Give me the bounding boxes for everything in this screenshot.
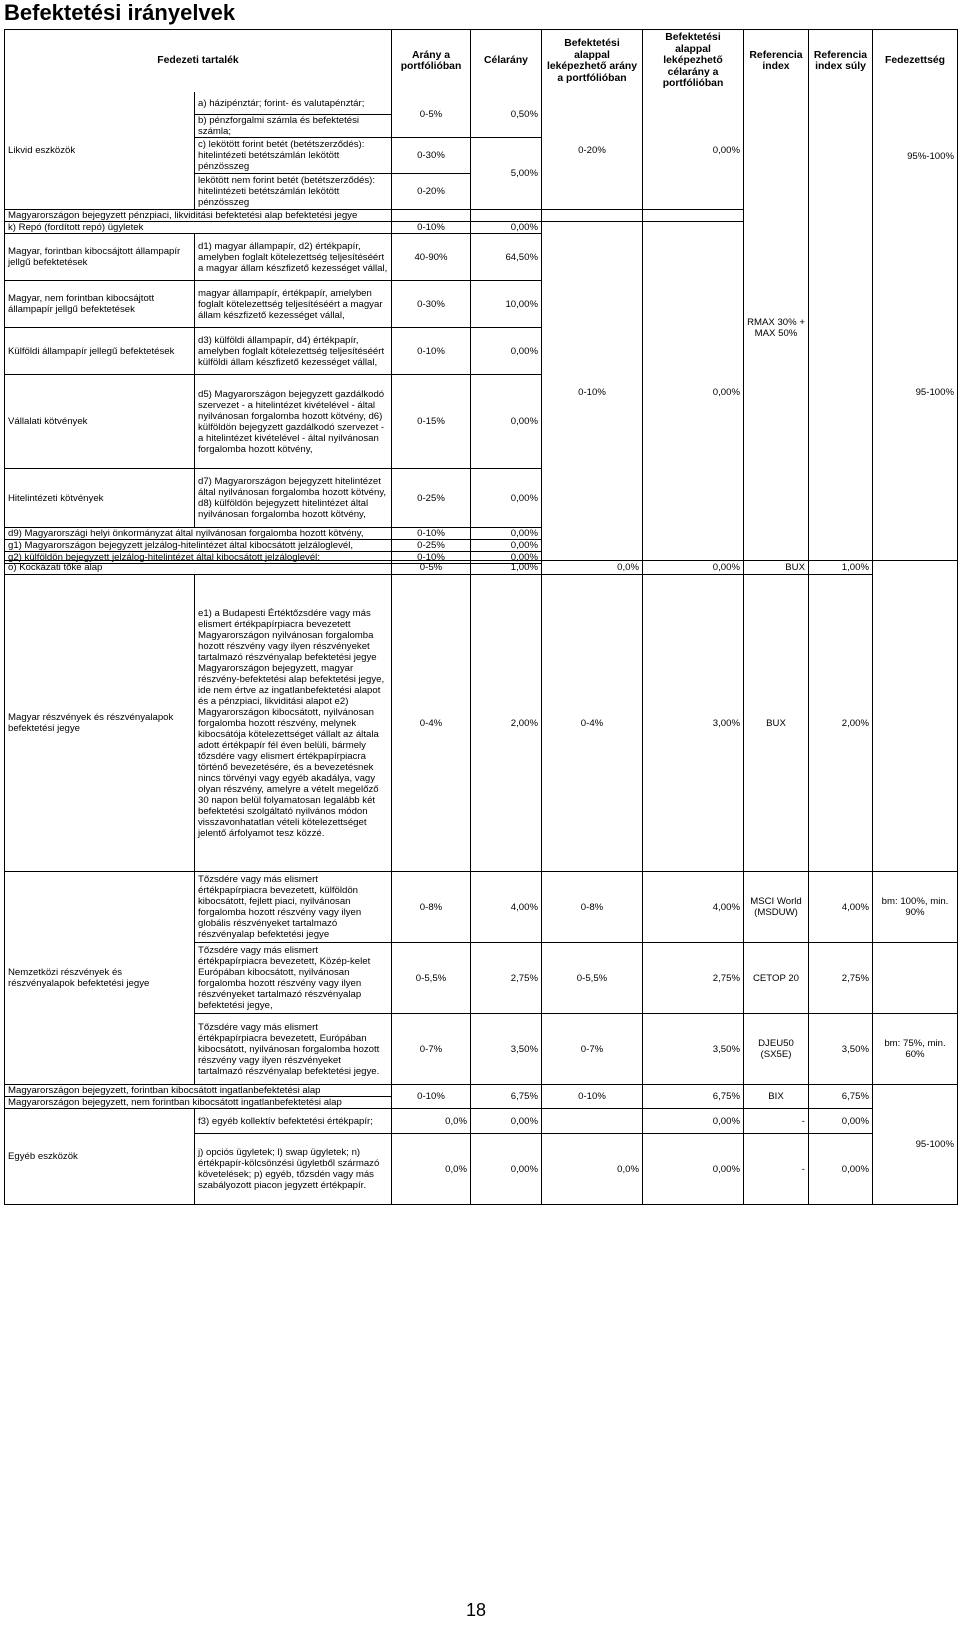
- real-estate-coverage: 95-100%: [873, 1085, 958, 1205]
- intl-equity-ref-weight: 3,50%: [809, 1014, 873, 1085]
- huf-gov-text: d1) magyar állampapír, d2) értékpapír, amelyben foglalt kötelezettség teljesítéséért a magyar állam készfizető kezességet vállal,: [195, 234, 392, 281]
- intl-equity-text: Tőzsdére vagy más elismert értékpapírpiacra bevezetett, külföldön kibocsátott, fejlett piaci, nyilvánosan forgalomba hozott részvény vagy ilyen globális részvényeket tartalmazó részvényalap befektetési jegye: [195, 872, 392, 943]
- full-row-label: g2) külföldön bejegyzett jelzálog-hitelintézet által kibocsátott jelzáloglevél;: [5, 552, 392, 564]
- corporate-target: 0,00%: [471, 375, 542, 469]
- share-c: 0-30%: [392, 138, 471, 174]
- other-ref-weight: 0,00%: [809, 1109, 873, 1134]
- table-row: [5, 1085, 958, 1097]
- repo-label: k) Repó (fordított repó) ügyletek: [5, 222, 392, 234]
- intl-equity-text: Tőzsdére vagy más elismert értékpapírpiacra bevezetett, Közép-kelet Európában kibocsátott, nyilvánosan forgalomba hozott részvény vagy ilyen részvényeket tartalmazó részvényalap befektetési jegye,: [195, 943, 392, 1014]
- corporate-share: 0-15%: [392, 375, 471, 469]
- item-a: a) házipénztár; forint- és valutapénztár;: [195, 92, 392, 115]
- coverage-bonds: 95-100%: [873, 222, 958, 564]
- equity-table: [4, 560, 958, 1205]
- header-ref-weight: Referencia index súly: [809, 30, 873, 93]
- intl-equity-coverage: bm: 75%, min. 60%: [873, 1014, 958, 1085]
- table-row: [5, 872, 958, 943]
- header-bench-target: Befektetési alappal leképezhető célarány a portfólióban: [643, 30, 744, 93]
- other-text: j) opciós ügyletek; l) swap ügyletek; n) értékpapír-kölcsönzési ügyletből származó követelések; p) egyéb, tőzsdén vagy más szabályozott piacon jegyzett értékpapír.: [195, 1134, 392, 1205]
- category-fx-gov: Magyar, nem forintban kibocsájtott állampapír jellgű befektetések: [5, 281, 195, 328]
- intl-equity-share: 0-8%: [392, 872, 471, 943]
- intl-equity-target: 4,00%: [471, 872, 542, 943]
- share-ab: 0-5%: [392, 92, 471, 138]
- bench-target-liquid: 0,00%: [643, 92, 744, 210]
- corporate-text: d5) Magyarországon bejegyzett gazdálkodó szervezet - a hitelintézet kivételével - által nyilvánosan forgalomba hozott kötvény, d6) külföldön bejegyzett gazdálkodó szervezet - a hitelintézet kivételével - által nyilvánosan forgalomba hozott kötvény,: [195, 375, 392, 469]
- vc-ref-index: BUX: [744, 561, 809, 575]
- other-bench-share: [542, 1109, 643, 1134]
- coverage-liquid: 95%-100%: [873, 92, 958, 222]
- category-liquid: Likvid eszközök: [5, 92, 195, 210]
- bench-target-bonds: 0,00%: [643, 222, 744, 564]
- header-asset: Fedezeti tartalék: [5, 30, 392, 93]
- intl-equity-coverage: bm: 100%, min. 90%: [873, 872, 958, 943]
- intl-equity-ref-weight: 4,00%: [809, 872, 873, 943]
- intl-equity-bench-share: 0-5,5%: [542, 943, 643, 1014]
- intl-equity-target: 2,75%: [471, 943, 542, 1014]
- item-c: c) lekötött forint betét (betétszerződés): hitelintézeti betétszámlán lekötött pénzösszeg: [195, 138, 392, 174]
- repo-share: 0-10%: [392, 222, 471, 234]
- foreign-gov-share: 0-10%: [392, 328, 471, 375]
- foreign-gov-target: 0,00%: [471, 328, 542, 375]
- category-corporate: Vállalati kötvények: [5, 375, 195, 469]
- vc-label: o) Kockázati tőke alap: [5, 561, 392, 575]
- huf-gov-share: 40-90%: [392, 234, 471, 281]
- full-row-target: 0,00%: [471, 528, 542, 540]
- intl-equity-share: 0-7%: [392, 1014, 471, 1085]
- hu-equity-bench-share: 0-4%: [542, 575, 643, 872]
- other-text: f3) egyéb kollektív befektetési értékpapír;: [195, 1109, 392, 1134]
- other-ref-index: -: [744, 1109, 809, 1134]
- full-row-target: 0,00%: [471, 552, 542, 564]
- table-row: [5, 92, 958, 115]
- real-estate-row1: Magyarországon bejegyzett, forintban kibocsátott ingatlanbefektetési alap: [5, 1085, 392, 1097]
- ref-index-bonds: RMAX 30% + MAX 50%: [744, 92, 809, 564]
- full-row-target: 0,00%: [471, 540, 542, 552]
- vc-bench-target: 0,00%: [643, 561, 744, 575]
- real-estate-target: 6,75%: [471, 1085, 542, 1109]
- share-d: 0-20%: [392, 174, 471, 210]
- bank-bonds-text: d7) Magyarországon bejegyzett hitelintézet által nyilvánosan forgalomba hozott kötvény, d8) külföldön bejegyzett hitelintézet által nyilvánosan forgalomba hozott kötvény,: [195, 469, 392, 528]
- header-share: Arány a portfólióban: [392, 30, 471, 93]
- other-bench-share: 0,0%: [542, 1134, 643, 1205]
- intl-equity-ref-index: MSCI World (MSDUW): [744, 872, 809, 943]
- page-title: Befektetési irányelvek: [4, 0, 236, 25]
- category-other: Egyéb eszközök: [5, 1109, 195, 1205]
- money-market-label: Magyarországon bejegyzett pénzpiaci, likviditási befektetési alap befektetési jegye: [5, 210, 392, 222]
- intl-equity-bench-target: 4,00%: [643, 872, 744, 943]
- fx-gov-target: 10,00%: [471, 281, 542, 328]
- intl-equity-target: 3,50%: [471, 1014, 542, 1085]
- category-intl-equity: Nemzetközi részvények és részvényalapok befektetési jegye: [5, 872, 195, 1085]
- header-target: Célarány: [471, 30, 542, 93]
- table-row: [5, 561, 958, 575]
- bank-bonds-share: 0-25%: [392, 469, 471, 528]
- target-cd: 5,00%: [471, 138, 542, 210]
- intl-equity-share: 0-5,5%: [392, 943, 471, 1014]
- other-ref-index: -: [744, 1134, 809, 1205]
- fx-gov-share: 0-30%: [392, 281, 471, 328]
- full-row-label: g1) Magyarországon bejegyzett jelzálog-hitelintézet által kibocsátott jelzáloglevél,: [5, 540, 392, 552]
- full-row-share: 0-10%: [392, 528, 471, 540]
- header-coverage: Fedezettség: [873, 30, 958, 93]
- item-d: lekötött nem forint betét (betétszerződés): hitelintézeti betétszámlán lekötött pénzösszeg: [195, 174, 392, 210]
- vc-target: 1,00%: [471, 561, 542, 575]
- intl-equity-bench-share: 0-7%: [542, 1014, 643, 1085]
- bank-bonds-target: 0,00%: [471, 469, 542, 528]
- table-row: [5, 575, 958, 872]
- intl-equity-bench-target: 3,50%: [643, 1014, 744, 1085]
- hu-equity-ref-index: BUX: [744, 575, 809, 872]
- category-bank-bonds: Hitelintézeti kötvények: [5, 469, 195, 528]
- hu-equity-target: 2,00%: [471, 575, 542, 872]
- table-row: [5, 1109, 958, 1134]
- bench-share-bonds: 0-10%: [542, 222, 643, 564]
- real-estate-bench-target: 6,75%: [643, 1085, 744, 1109]
- hu-equity-share: 0-4%: [392, 575, 471, 872]
- intl-equity-ref-weight: 2,75%: [809, 943, 873, 1014]
- intl-equity-text: Tőzsdére vagy más elismert értékpapírpiacra bevezetett, Európában kibocsátott, nyilvánosan forgalomba hozott részvény vagy ilyen részvényeket tartalmazó részvényalap befektetési jegye.: [195, 1014, 392, 1085]
- foreign-gov-text: d3) külföldi állampapír, d4) értékpapír, amelyben foglalt kötelezettség teljesítéséért külföldi állam készfizető kezességet vállal,: [195, 328, 392, 375]
- intl-equity-bench-target: 2,75%: [643, 943, 744, 1014]
- header-row: [5, 30, 958, 93]
- other-bench-target: 0,00%: [643, 1109, 744, 1134]
- item-b: b) pénzforgalmi számla és befektetési számla;: [195, 115, 392, 138]
- vc-ref-weight: 1,00%: [809, 561, 873, 575]
- intl-equity-bench-share: 0-8%: [542, 872, 643, 943]
- repo-target: 0,00%: [471, 222, 542, 234]
- other-bench-target: 0,00%: [643, 1134, 744, 1205]
- category-foreign-gov: Külföldi állampapír jellegű befektetések: [5, 328, 195, 375]
- page-number: 18: [466, 1600, 487, 1620]
- real-estate-bench-share: 0-10%: [542, 1085, 643, 1109]
- investment-guidelines-table: [4, 29, 958, 564]
- other-share: 0,0%: [392, 1134, 471, 1205]
- hu-equity-text: e1) a Budapesti Értéktőzsdére vagy más elismert értékpapírpiacra bevezetett Magyarországon nyilvánosan forgalomba hozott részvény vagy ilyen részvényeket tartalmazó részvényalap befektetési jegye Magyarországon bejegyzett, magyar részvény-befektetési alap befektetési jegye, ide nem értve az ingatlanbefektetési alapot és a pénzpiaci, likviditási alapot e2) Magyarországon kibocsátott, nyilvánosan forgalomba hozott részvény, melynek kibocsátója kötelezettséget vállalt az általa adott értékpapír fél éven belüli, bármely tőzsdére vagy elismert értékpapírpiacra történő bevezetésére, és a bevezetésnek nincs törvényi vagy egyéb akadálya, vagy olyan részvény, amelyre a vételt megelőző 30 napon belül folyamatosan legalább két befektetési szolgáltató nyilvános módon visszavonhatatlan vételi kötelezettséget jelentő árfolyamot tesz közzé.: [195, 575, 392, 872]
- intl-equity-ref-index: CETOP 20: [744, 943, 809, 1014]
- intl-equity-ref-index: DJEU50 (SX5E): [744, 1014, 809, 1085]
- bench-share-liquid: 0-20%: [542, 92, 643, 210]
- huf-gov-target: 64,50%: [471, 234, 542, 281]
- other-share: 0,0%: [392, 1109, 471, 1134]
- real-estate-ref-index: BIX: [744, 1085, 809, 1109]
- intl-equity-coverage: [873, 943, 958, 1014]
- real-estate-row2: Magyarországon bejegyzett, nem forintban kibocsátott ingatlanbefektetési alap: [5, 1097, 392, 1109]
- other-ref-weight: 0,00%: [809, 1134, 873, 1205]
- hu-equity-bench-target: 3,00%: [643, 575, 744, 872]
- category-hu-equity: Magyar részvények és részvényalapok befektetési jegye: [5, 575, 195, 872]
- vc-bench-share: 0,0%: [542, 561, 643, 575]
- category-huf-gov: Magyar, forintban kibocsájtott állampapír jellgű befektetések: [5, 234, 195, 281]
- other-target: 0,00%: [471, 1134, 542, 1205]
- other-target: 0,00%: [471, 1109, 542, 1134]
- hu-equity-ref-weight: 2,00%: [809, 575, 873, 872]
- full-row-share: 0-25%: [392, 540, 471, 552]
- fx-gov-text: magyar állampapír, értékpapír, amelyben foglalt kötelezettség teljesítéséért a magyar állam készfizető kezességet vállal,: [195, 281, 392, 328]
- vc-share: 0-5%: [392, 561, 471, 575]
- real-estate-share: 0-10%: [392, 1085, 471, 1109]
- full-row-share: 0-10%: [392, 552, 471, 564]
- target-ab: 0,50%: [471, 92, 542, 138]
- ref-weight-bonds: [809, 92, 873, 564]
- real-estate-ref-weight: 6,75%: [809, 1085, 873, 1109]
- header-ref-index: Referencia index: [744, 30, 809, 93]
- full-row-label: d9) Magyarországi helyi önkormányzat által nyilvánosan forgalomba hozott kötvény,: [5, 528, 392, 540]
- header-bench-share: Befektetési alappal leképezhető arány a portfólióban: [542, 30, 643, 93]
